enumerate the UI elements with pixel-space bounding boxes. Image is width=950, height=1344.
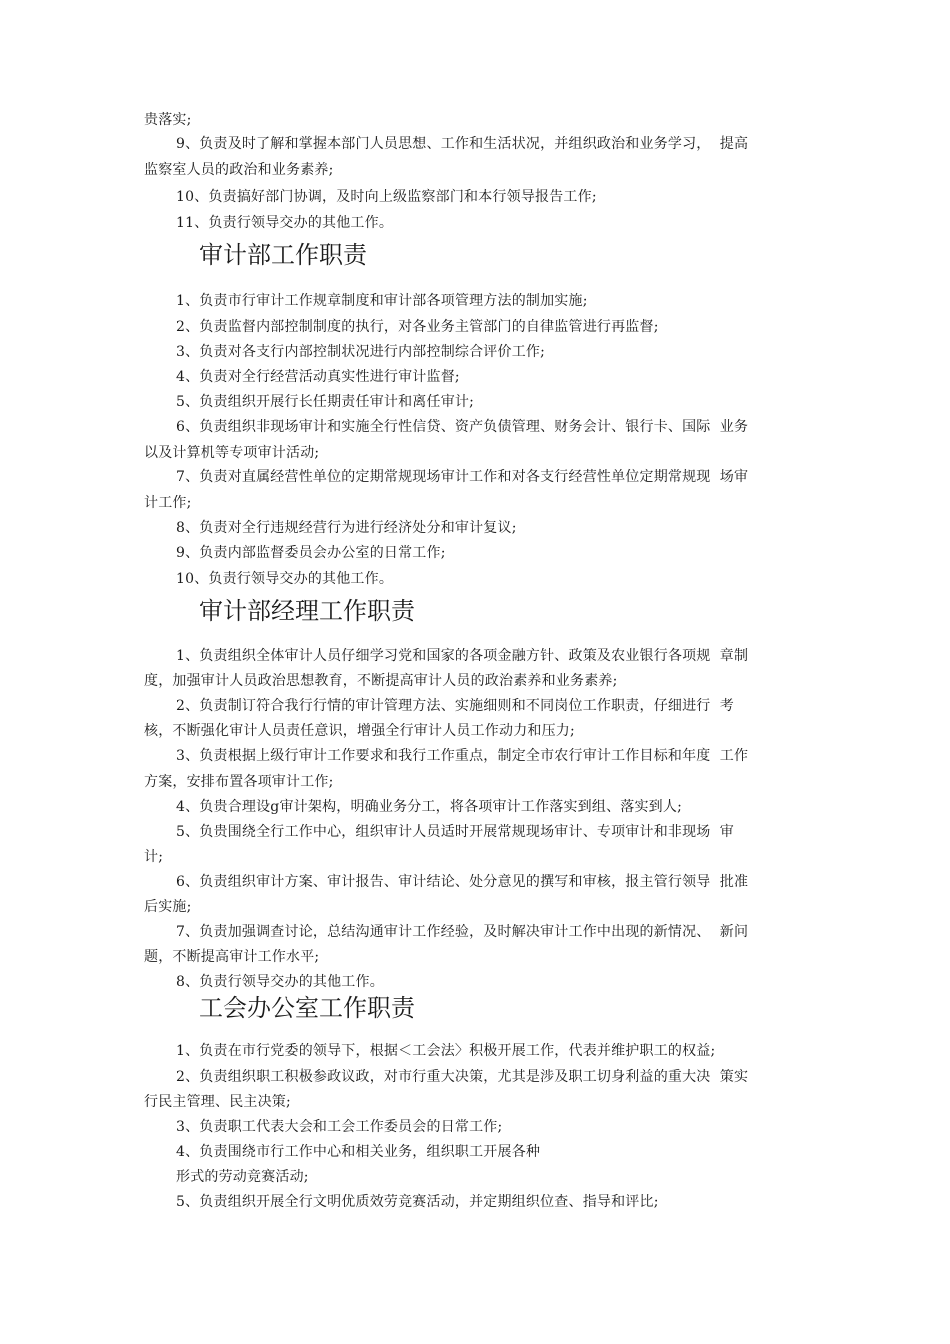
text-line: 9、负责及时了解和掌握本部门人员思想、工作和生活状况，并组织政治和业务学习， 提高 (176, 136, 749, 152)
text-line: 8、负责对全行违规经营行为进行经济处分和审计复议; (176, 520, 517, 536)
text-line: 2、负责监督内部控制制度的执行，对各业务主管部门的自律监管进行再监督; (176, 319, 659, 335)
text-line: 以及计算机等专项审计活动; (144, 445, 320, 461)
text-line: 8、负责行领导交办的其他工作。 (176, 974, 384, 990)
text-line: 计; (144, 849, 164, 865)
text-line: 核，不断强化审计人员责任意识，增强全行审计人员工作动力和压力; (144, 723, 575, 739)
text-line: 5、负贵围绕全行工作中心，组织审计人员适时开展常规现场审计、专项审计和非现场 审 (176, 824, 735, 840)
text-line: 6、负责组织非现场审计和实施全行性信贷、资产负债管理、财务会计、银行卡、国际 业务 (176, 419, 749, 435)
text-line: 9、负责内部监督委员会办公室的日常工作; (176, 545, 446, 561)
text-line: 4、负责围绕市行工作中心和相关业务，组织职工开展各种 (176, 1144, 541, 1160)
text-line: 2、负责制订符合我行行情的审计管理方法、实施细则和不同岗位工作职责，仔细进行 考 (176, 698, 735, 714)
text-line: 11、负责行领导交办的其他工作。 (176, 215, 394, 231)
text-line: 10、负责搞好部门协调，及时向上级监察部门和本行领导报告工作; (176, 189, 597, 205)
text-line: 3、负责职工代表大会和工会工作委员会的日常工作; (176, 1119, 503, 1135)
text-line: 4、负贵合理设g审计架构，明确业务分工，将各项审计工作落实到组、落实到人; (176, 799, 682, 815)
text-line: 行民主管理、民主决策; (144, 1094, 291, 1110)
text-line: 1、负责市行审计工作规章制度和审计部各项管理方法的制加实施; (176, 293, 588, 309)
text-line: 5、负责组织开展行长任期责任审计和离任审计; (176, 394, 475, 410)
text-line: 形式的劳动竞赛活动; (176, 1169, 309, 1185)
text-line: 6、负责组织审计方案、审计报告、审计结论、处分意见的撰写和审核，报主管行领导 批准 (176, 874, 749, 890)
section-heading: 工会办公室工作职责 (199, 994, 415, 1022)
text-line: 3、负责根据上级行审计工作要求和我行工作重点，制定全市农行审计工作目标和年度 工作 (176, 748, 749, 764)
text-line: 10、负责行领导交办的其他工作。 (176, 571, 394, 587)
section-heading: 审计部经理工作职责 (199, 597, 415, 625)
section-heading: 审计部工作职责 (199, 241, 367, 269)
text-line: 3、负责对各支行内部控制状况进行内部控制综合评价工作; (176, 344, 546, 360)
text-line: 方案，安排布置各项审计工作; (144, 774, 334, 790)
text-line: 4、负责对全行经营活动真实性进行审计监督; (176, 369, 460, 385)
text-line: 7、负责对直属经营性单位的定期常规现场审计工作和对各支行经营性单位定期常规现 场审 (176, 469, 749, 485)
text-line: 度，加强审计人员政治思想教育，不断提高审计人员的政治素养和业务素养; (144, 673, 618, 689)
text-line: 后实施; (144, 899, 192, 915)
text-line: 监察室人员的政治和业务素养; (144, 162, 334, 178)
text-line: 1、负责在市行党委的领导下，根据＜工会法〉积极开展工作，代表并维护职工的权益; (176, 1043, 716, 1059)
text-line: 计工作; (144, 495, 192, 511)
text-line: 1、负责组织全体审计人员仔细学习党和国家的各项金融方针、政策及农业银行各项规 章制 (176, 648, 749, 664)
text-line: 7、负责加强调查讨论，总结沟通审计工作经验，及时解决审计工作中出现的新情况、 新问 (176, 924, 749, 940)
text-line: 2、负责组织职工积极参政议政，对市行重大决策，尤其是涉及职工切身利益的重大决 策实 (176, 1069, 749, 1085)
text-line: 5、负责组织开展全行文明优质效劳竞赛活动，并定期组织位查、指导和评比; (176, 1194, 659, 1210)
text-line: 题，不断提高审计工作水平; (144, 949, 320, 965)
text-line: 贵落实; (144, 112, 192, 128)
